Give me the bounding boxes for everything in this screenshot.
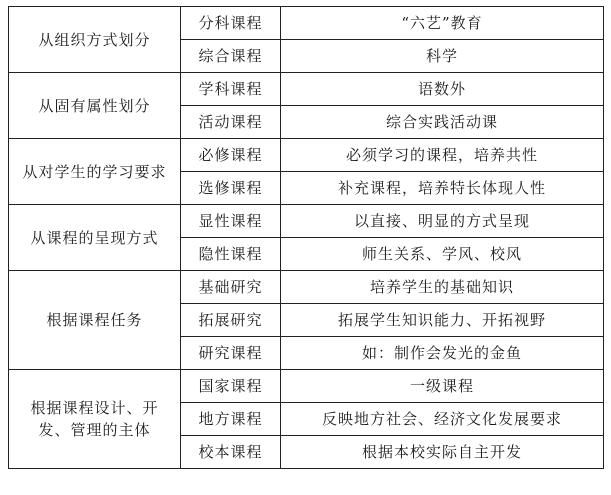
course-type-cell: 隐性课程 bbox=[181, 238, 281, 271]
description-cell: 根据本校实际自主开发 bbox=[281, 436, 604, 469]
table-row bbox=[9, 73, 604, 106]
course-type-cell: 基础研究 bbox=[181, 271, 281, 304]
table-row bbox=[9, 370, 604, 403]
course-type-cell: 校本课程 bbox=[181, 436, 281, 469]
description-cell: 语数外 bbox=[281, 73, 604, 106]
description-cell: 师生关系、学风、校风 bbox=[281, 238, 604, 271]
table-row bbox=[9, 7, 604, 40]
table-row bbox=[9, 139, 604, 172]
course-type-cell: 国家课程 bbox=[181, 370, 281, 403]
curriculum-classification-table bbox=[8, 6, 604, 469]
course-type-cell: 必修课程 bbox=[181, 139, 281, 172]
course-type-cell: 分科课程 bbox=[181, 7, 281, 40]
course-type-cell: 学科课程 bbox=[181, 73, 281, 106]
course-type-cell: 研究课程 bbox=[181, 337, 281, 370]
description-cell: 拓展学生知识能力、开拓视野 bbox=[281, 304, 604, 337]
description-cell: 补充课程，培养特长体现人性 bbox=[281, 172, 604, 205]
description-cell: “六艺”教育 bbox=[281, 7, 604, 40]
table-row bbox=[9, 205, 604, 238]
description-cell: 综合实践活动课 bbox=[281, 106, 604, 139]
category-cell: 根据课程任务 bbox=[9, 271, 181, 370]
category-cell: 从对学生的学习要求 bbox=[9, 139, 181, 205]
description-cell: 培养学生的基础知识 bbox=[281, 271, 604, 304]
table-row bbox=[9, 271, 604, 304]
description-cell: 如：制作会发光的金鱼 bbox=[281, 337, 604, 370]
category-cell: 根据课程设计、开发、管理的主体 bbox=[9, 370, 181, 469]
course-type-cell: 活动课程 bbox=[181, 106, 281, 139]
description-cell: 科学 bbox=[281, 40, 604, 73]
course-type-cell: 显性课程 bbox=[181, 205, 281, 238]
description-cell: 必须学习的课程，培养共性 bbox=[281, 139, 604, 172]
category-cell: 从固有属性划分 bbox=[9, 73, 181, 139]
description-cell: 以直接、明显的方式呈现 bbox=[281, 205, 604, 238]
course-type-cell: 综合课程 bbox=[181, 40, 281, 73]
category-cell: 从组织方式划分 bbox=[9, 7, 181, 73]
course-type-cell: 地方课程 bbox=[181, 403, 281, 436]
description-cell: 反映地方社会、经济文化发展要求 bbox=[281, 403, 604, 436]
course-type-cell: 拓展研究 bbox=[181, 304, 281, 337]
course-type-cell: 选修课程 bbox=[181, 172, 281, 205]
curriculum-classification-table-wrapper bbox=[8, 6, 603, 469]
category-cell: 从课程的呈现方式 bbox=[9, 205, 181, 271]
description-cell: 一级课程 bbox=[281, 370, 604, 403]
